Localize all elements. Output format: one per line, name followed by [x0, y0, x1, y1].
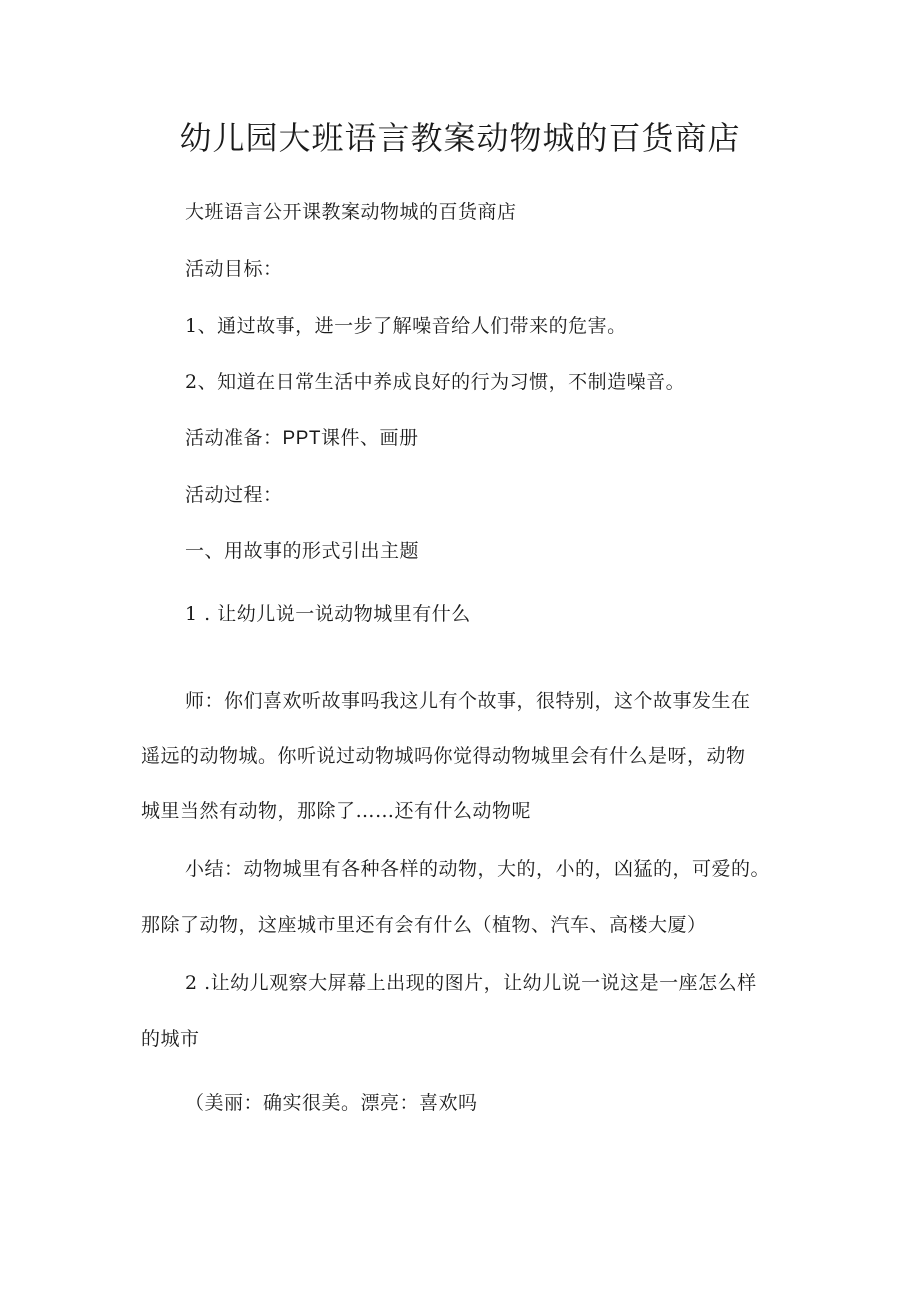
teacher-paragraph-line-1: 师：你们喜欢听故事吗我这儿有个故事，很特别，这个故事发生在: [185, 690, 751, 712]
answer-line: （美丽：确实很美。漂亮：喜欢吗: [185, 1092, 478, 1114]
step-item-1: 1 . 让幼儿说一说动物城里有什么: [185, 603, 471, 625]
teacher-paragraph-line-3: 城里当然有动物，那除了……还有什么动物呢: [141, 800, 532, 822]
goals-heading: 活动目标：: [185, 258, 283, 280]
step-item-2-line-1: 2 .让幼儿观察大屏幕上出现的图片，让幼儿说一说这是一座怎么样: [185, 972, 757, 994]
summary-line-1: 小结：动物城里有各种各样的动物，大的，小的，凶猛的，可爱的。: [185, 858, 771, 880]
prep-label: 活动准备：: [185, 427, 283, 449]
subtitle: 大班语言公开课教案动物城的百货商店: [185, 201, 517, 223]
step-item-2-line-2: 的城市: [141, 1028, 200, 1050]
summary-line-2: 那除了动物，这座城市里还有会有什么（植物、汽车、高楼大厦）: [141, 914, 707, 936]
document-title: 幼儿园大班语言教案动物城的百货商店: [179, 119, 741, 157]
goal-item-1: 1、通过故事，进一步了解噪音给人们带来的危害。: [185, 315, 627, 337]
section-heading-1: 一、用故事的形式引出主题: [185, 540, 420, 562]
teacher-paragraph-line-2: 遥远的动物城。你听说过动物城吗你觉得动物城里会有什么是呀，动物: [141, 745, 746, 767]
process-heading: 活动过程：: [185, 484, 283, 506]
goal-item-2: 2、知道在日常生活中养成良好的行为习惯，不制造噪音。: [185, 371, 686, 393]
prep-line: [185, 426, 418, 451]
prep-value: PPT课件、画册: [282, 428, 419, 449]
